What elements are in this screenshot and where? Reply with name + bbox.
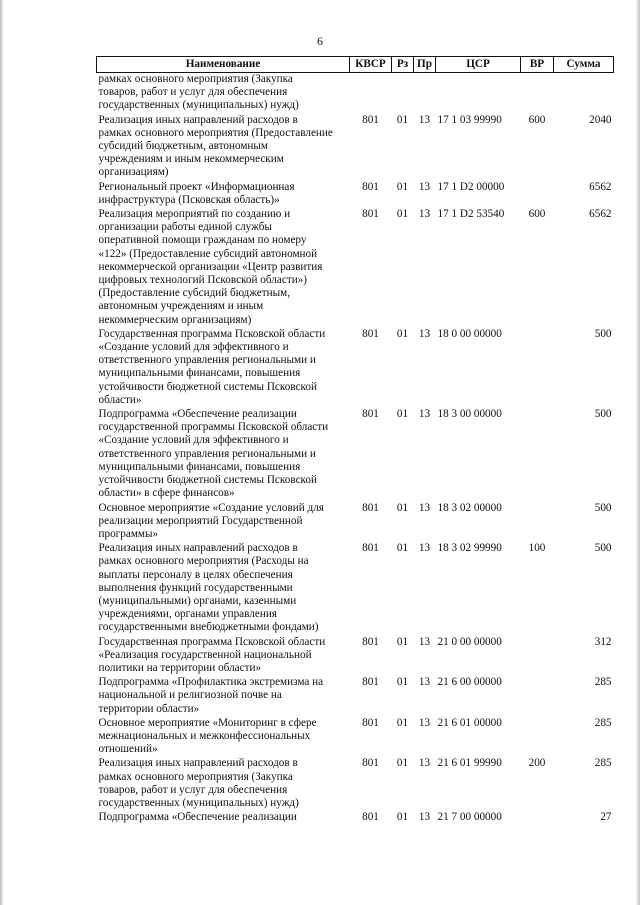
row-kvsr-cell: 801 [362, 716, 379, 729]
table-header-row [97, 57, 614, 73]
row-kvsr-cell: 801 [362, 811, 379, 824]
row-name-line: (Предоставление субсидий бюджетным, [98, 287, 291, 300]
row-name-line: муниципальными финансами, повышения [98, 460, 301, 473]
row-vr-cell [521, 636, 554, 677]
row-name-line: «Создание условий для эффективного и [98, 341, 289, 354]
row-vr-cell [521, 73, 554, 114]
row-name-line: Реализация мероприятий по созданию и [98, 208, 291, 221]
row-name-line: цифровых технологий Псковской области») [98, 274, 308, 287]
row-rz-cell: 01 [396, 635, 409, 648]
row-name-line: инфраструктура (Псковская область)» [98, 193, 280, 206]
row-vr-cell [521, 181, 554, 208]
row-sum-cell: 500 [594, 542, 612, 555]
budget-table [96, 56, 614, 825]
column-header-rz: Рз [392, 57, 414, 73]
row-pr-cell: 13 [418, 757, 431, 770]
row-name-cell [97, 636, 350, 677]
row-name-line: Реализация иных направлений расходов в [98, 542, 298, 555]
column-header-csr: ЦСР [436, 57, 521, 73]
table-row [97, 757, 614, 811]
column-header-vr: ВР [521, 57, 554, 73]
row-kvsr-cell: 801 [362, 327, 379, 340]
row-rz-cell: 01 [396, 180, 409, 193]
row-vr-cell [521, 328, 554, 408]
row-vr-cell [521, 717, 554, 758]
row-name-cell [97, 328, 350, 408]
row-name-line: Основное мероприятие «Мониторинг в сфере [98, 716, 317, 729]
row-sum-cell: 500 [594, 327, 612, 340]
row-vr-cell [521, 676, 554, 717]
row-vr-cell: 600 [528, 208, 546, 221]
row-rz-cell: 01 [396, 716, 409, 729]
row-vr-cell [521, 502, 554, 543]
row-name-line: рамках основного мероприятия (Расходы на [98, 555, 309, 568]
row-pr-cell: 13 [418, 542, 431, 555]
row-kvsr-cell: 801 [362, 676, 379, 689]
row-rz-cell: 01 [396, 408, 409, 421]
row-name-line: товаров, работ и услуг для обеспечения [98, 783, 288, 796]
row-name-line: организациям) [98, 166, 169, 179]
row-rz-cell: 01 [396, 113, 409, 126]
row-sum-cell: 2040 [589, 113, 612, 126]
row-sum-cell: 500 [594, 408, 612, 421]
row-csr-cell: 18 0 00 00000 [437, 327, 502, 340]
row-name-cell [97, 542, 350, 635]
row-kvsr-cell: 801 [362, 408, 379, 421]
row-csr-cell: 21 0 00 00000 [437, 635, 502, 648]
row-vr-cell [521, 811, 554, 825]
row-name-cell [97, 114, 350, 181]
table-row [97, 502, 614, 543]
row-name-cell [97, 208, 350, 328]
page-number: 6 [317, 34, 323, 48]
row-kvsr-cell: 801 [362, 113, 379, 126]
row-name-cell [97, 73, 350, 114]
row-csr-cell: 18 3 02 00000 [437, 501, 502, 514]
column-header-kvsr: КВСР [350, 57, 392, 73]
row-name-line: Подпрограмма «Обеспечение реализации [98, 811, 297, 824]
row-sum-cell: 285 [594, 676, 612, 689]
row-csr-cell: 17 1 D2 00000 [437, 180, 505, 193]
row-vr-cell: 600 [528, 113, 546, 126]
row-pr-cell: 13 [418, 676, 431, 689]
row-name-line: государственными внебюджетными фондами) [98, 621, 319, 634]
table-row [97, 328, 614, 408]
row-kvsr-cell: 801 [362, 208, 379, 221]
row-name-line: Государственная программа Псковской области [98, 327, 326, 340]
row-rz-cell: 01 [396, 501, 409, 514]
row-name-line: учреждениям и иным некоммерческим [98, 153, 284, 166]
row-name-line: области» [98, 393, 142, 406]
row-kvsr-cell: 801 [362, 180, 379, 193]
row-csr-cell: 21 6 00 00000 [437, 676, 502, 689]
row-name-cell [97, 181, 350, 208]
table-body [97, 73, 614, 826]
row-vr-cell: 100 [528, 542, 546, 555]
row-csr-cell: 18 3 00 00000 [437, 408, 502, 421]
row-pr-cell: 13 [418, 811, 431, 824]
row-pr-cell: 13 [418, 501, 431, 514]
row-name-cell [97, 757, 350, 811]
row-sum-cell: 27 [600, 811, 612, 824]
row-name-line: программы» [98, 527, 159, 540]
row-name-line: территории области» [98, 702, 200, 715]
row-name-line: Реализация иных направлений расходов в [98, 113, 298, 126]
row-name-line: рамках основного мероприятия (Предоставление [98, 126, 333, 139]
row-sum-cell: 285 [594, 757, 612, 770]
row-pr-cell: 13 [418, 408, 431, 421]
row-csr-cell: 18 3 02 99990 [437, 542, 502, 555]
row-sum-cell: 500 [594, 501, 612, 514]
row-name-line: государственных (муниципальных) нужд) [98, 796, 299, 809]
row-csr-cell: 17 1 03 99990 [437, 113, 502, 126]
row-name-cell [97, 811, 350, 825]
table-row [97, 208, 614, 328]
row-csr-cell: 21 6 01 99990 [437, 757, 502, 770]
row-name-line: Подпрограмма «Профилактика экстремизма на [98, 676, 324, 689]
row-name-line: Основное мероприятие «Создание условий для [98, 501, 324, 514]
row-rz-cell: 01 [396, 757, 409, 770]
row-name-line: субсидий бюджетным, автономным [98, 140, 268, 153]
row-name-line: автономным учреждениям и иным [98, 300, 264, 313]
row-name-line: устойчивости бюджетной системы Псковской [98, 380, 317, 393]
row-name-cell [97, 408, 350, 501]
row-name-line: ответственного управления региональными и [98, 354, 316, 367]
row-vr-cell [521, 408, 554, 501]
row-csr-cell: 21 6 01 00000 [437, 716, 502, 729]
table-row [97, 636, 614, 677]
scan-edge-left [0, 0, 3, 905]
row-rz-cell: 01 [396, 208, 409, 221]
row-kvsr-cell: 801 [362, 635, 379, 648]
row-sum-cell: 6562 [589, 180, 612, 193]
row-sum-cell [554, 73, 614, 114]
row-pr-cell: 13 [418, 180, 431, 193]
row-name-line: «122» (Предоставление субсидий автономной [98, 247, 318, 260]
row-name-cell [97, 717, 350, 758]
row-kvsr-cell: 801 [362, 542, 379, 555]
row-name-line: межнациональных и межконфессиональных [98, 729, 311, 742]
column-header-name: Наименование [97, 57, 350, 73]
row-name-cell [97, 676, 350, 717]
row-name-line: муниципальными финансами, повышения [98, 367, 301, 380]
row-name-line: выплаты персоналу в целях обеспечения [98, 568, 293, 581]
row-csr-cell [436, 73, 521, 114]
row-name-line: учреждениями, органами управления [98, 608, 277, 621]
row-name-line: области» в сфере финансов» [98, 487, 235, 500]
row-pr-cell: 13 [418, 113, 431, 126]
row-name-line: «Реализация государственной национальной [98, 648, 312, 661]
row-name-line: товаров, работ и услуг для обеспечения [98, 86, 288, 99]
row-rz-cell [392, 73, 414, 114]
row-name-line: Реализация иных направлений расходов в [98, 757, 298, 770]
row-rz-cell: 01 [396, 676, 409, 689]
row-name-cell [97, 502, 350, 543]
row-name-line: государственной программы Псковской области [98, 421, 329, 434]
table-row [97, 114, 614, 181]
row-sum-cell: 6562 [589, 208, 612, 221]
row-rz-cell: 01 [396, 327, 409, 340]
row-sum-cell: 312 [594, 635, 612, 648]
scan-edge-right [636, 0, 640, 905]
column-header-pr: Пр [414, 57, 436, 73]
table-row [97, 408, 614, 501]
row-name-line: некоммерческим организациям) [98, 313, 252, 326]
row-kvsr-cell [350, 73, 392, 114]
row-name-line: Государственная программа Псковской области [98, 635, 326, 648]
row-name-line: национальной и религиозной почве на [98, 689, 282, 702]
row-name-line: ответственного управления региональными и [98, 447, 316, 460]
row-name-line: оперативной помощи гражданам по номеру [98, 234, 307, 247]
row-csr-cell: 21 7 00 00000 [437, 811, 502, 824]
row-kvsr-cell: 801 [362, 757, 379, 770]
column-header-sum: Сумма [554, 57, 614, 73]
row-name-line: устойчивости бюджетной системы Псковской [98, 474, 317, 487]
row-rz-cell: 01 [396, 811, 409, 824]
row-csr-cell: 17 1 D2 53540 [437, 208, 505, 221]
row-name-line: организации работы единой службы [98, 221, 272, 234]
row-sum-cell: 285 [594, 716, 612, 729]
row-pr-cell: 13 [418, 208, 431, 221]
row-name-line: рамках основного мероприятия (Закупка [98, 73, 293, 85]
table-row [97, 676, 614, 717]
row-kvsr-cell: 801 [362, 501, 379, 514]
row-name-line: отношений» [98, 743, 158, 756]
table-row [97, 181, 614, 208]
row-pr-cell: 13 [418, 327, 431, 340]
row-rz-cell: 01 [396, 542, 409, 555]
row-name-line: «Создание условий для эффективного и [98, 434, 289, 447]
row-name-line: государственных (муниципальных) нужд) [98, 99, 299, 112]
row-name-line: выполнения функций государственными [98, 581, 293, 594]
row-pr-cell [414, 73, 436, 114]
row-name-line: (муниципальными) органами, казенными [98, 594, 297, 607]
row-name-line: политики на территории области» [98, 661, 262, 674]
table-row [97, 717, 614, 758]
row-name-line: Подпрограмма «Обеспечение реализации [98, 408, 297, 421]
table-row [97, 542, 614, 635]
table-row [97, 73, 614, 114]
row-name-line: некоммерческой организации «Центр развития [98, 260, 323, 273]
row-name-line: реализации мероприятий Государственной [98, 514, 303, 527]
row-vr-cell: 200 [528, 757, 546, 770]
row-name-line: рамках основного мероприятия (Закупка [98, 770, 293, 783]
row-pr-cell: 13 [418, 716, 431, 729]
table-row [97, 811, 614, 825]
row-name-line: Региональный проект «Информационная [98, 180, 295, 193]
row-pr-cell: 13 [418, 635, 431, 648]
